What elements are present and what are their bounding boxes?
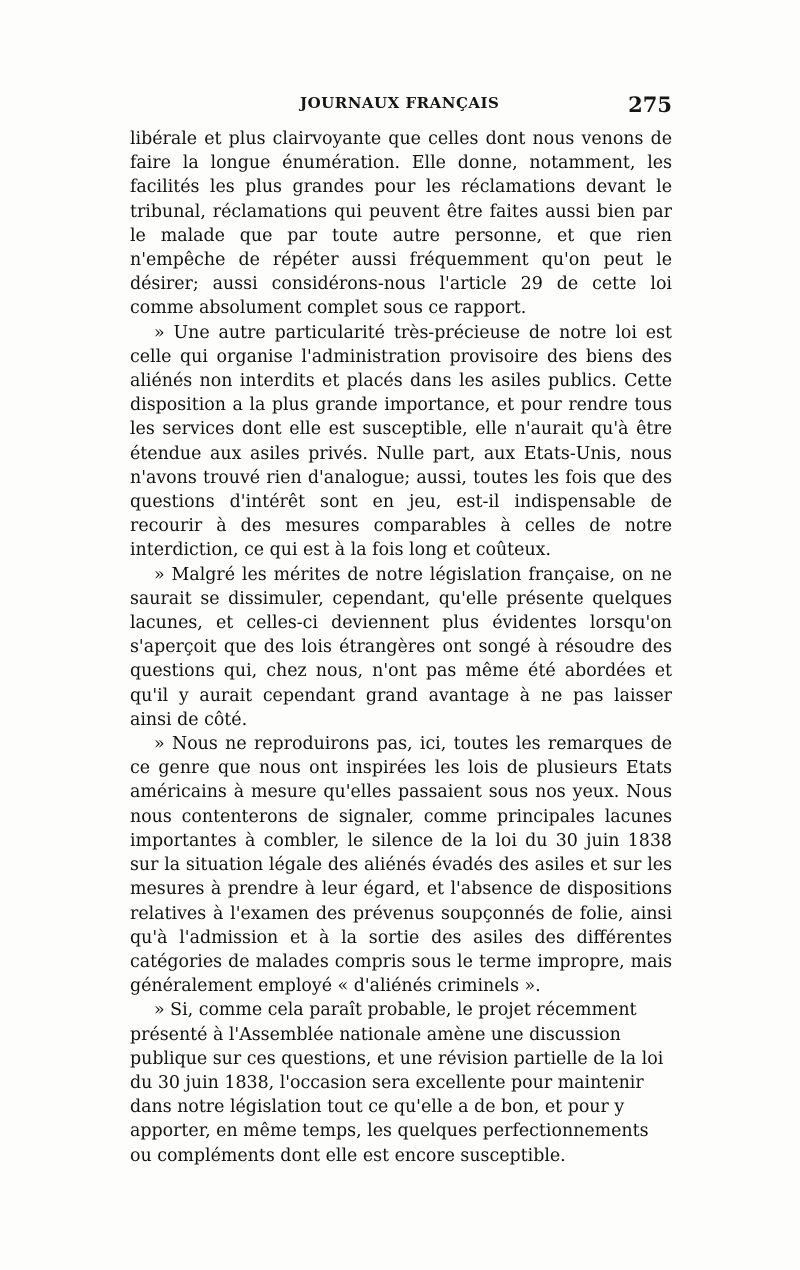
paragraph-3: » Malgré les mérites de notre législation française, on ne saurait se dissimuler, cependant, qu'elle présente quelques lacunes, et celles-ci deviennent plus évidentes lorsqu'on s'aperçoit que des lois étrangères ont songé à résoudre des questions qui, chez nous, n'ont pas même été abordées et qu'il y aurait cependant grand avantage à ne pas laisser ainsi de côté. [130,564,672,730]
paragraph-4: » Nous ne reproduirons pas, ici, toutes les remarques de ce genre que nous ont inspirées les lois de plusieurs Etats américains à mesure qu'elles passaient sous nos yeux. Nous nous contenterons de signaler, comme principales lacunes importantes à combler, le silence de la loi du 30 juin 1838 sur la situation légale des aliénés évadés des asiles et sur les mesures à prendre à leur égard, et l'absence de dispositions relatives à l'examen des prévenus soupçonnés de folie, ainsi qu'à l'admission et à la sortie des asiles des différentes catégories de malades compris sous le terme impropre, mais généralement employé « d'aliénés criminels ». [130,734,672,997]
paragraph-1: libérale et plus clairvoyante que celles dont nous venons de faire la longue énumération. Elle donne, notamment, les facilités les plus grandes pour les réclamations devant le tribunal, réclamations qui peuvent être faites aussi bien par le malade que par toute autre personne, et que rien n'empêche de répéter aussi fréquemment qu'on peut le désirer; aussi considérons-nous l'article 29 de cette loi comme absolument complet sous ce rapport. [130,129,672,319]
body-text [130,127,672,1168]
paragraph-5: » Si, comme cela paraît probable, le projet récemment présenté à l'Assemblée nationale amène une discussion publique sur ces questions, et une révision partielle de la loi du 30 juin 1838, l'occasion sera excellente pour maintenir dans notre législation tout ce qu'elle a de bon, et pour y apporter, en même temps, les quelques perfectionnements ou compléments dont elle est encore susceptible. [130,1000,664,1166]
page-header [130,92,672,118]
paragraph-2: » Une autre particularité très-précieuse de notre loi est celle qui organise l'administration provisoire des biens des aliénés non interdits et placés dans les asiles publics. Cette disposition a la plus grande importance, et pour rendre tous les services dont elle est susceptible, elle n'aurait qu'à être étendue aux asiles privés. Nulle part, aux Etats-Unis, nous n'avons trouvé rien d'analogue; aussi, toutes les fois que des questions d'intérêt sont en jeu, est-il indispensable de recourir à des mesures comparables à celles de notre interdiction, ce qui est à la fois long et coûteux. [130,322,672,561]
running-title: JOURNAUX FRANÇAIS [300,94,500,112]
page-number: 275 [628,92,672,117]
